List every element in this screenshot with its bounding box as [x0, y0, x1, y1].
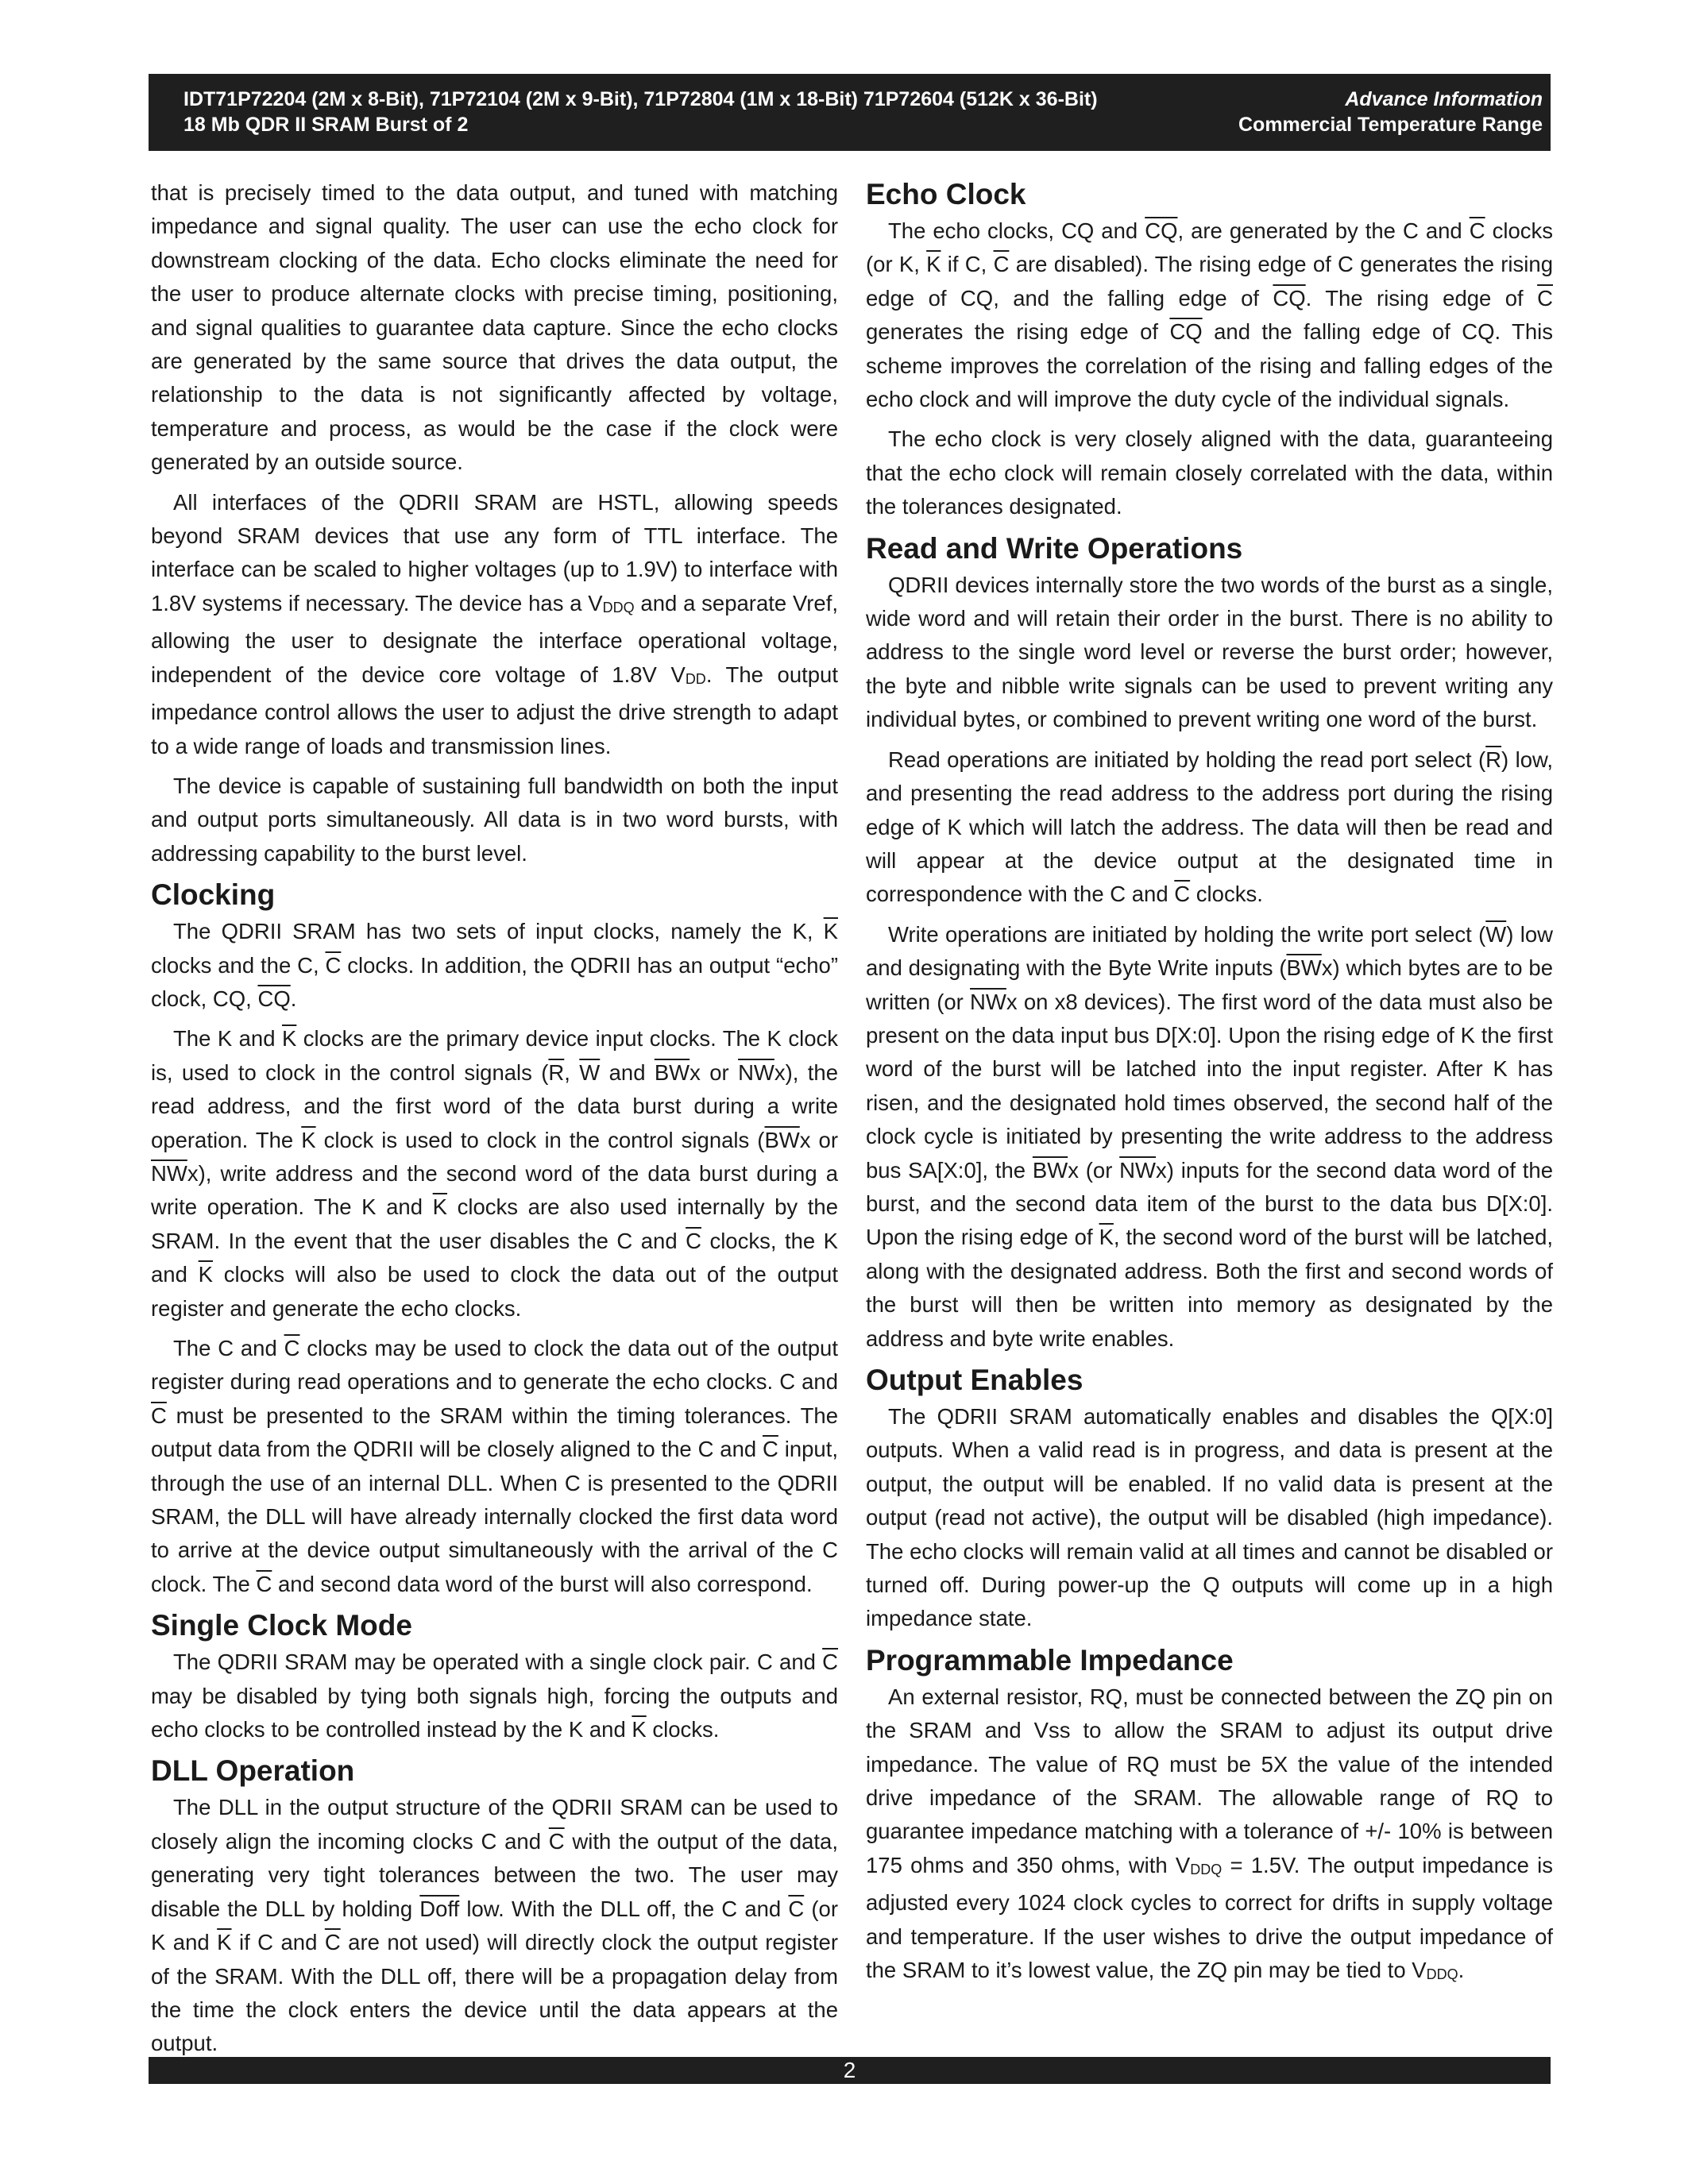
section-heading-clocking: Clocking	[151, 878, 276, 912]
echo-clock-paragraph-2: The echo clock is very closely aligned with the data, guaranteeing that the echo clock will remain closely correlated with the data, within the tolerances designated.	[866, 426, 1553, 519]
page-number: 2	[843, 2058, 856, 2082]
hstl-paragraph: All interfaces of the QDRII SRAM are HSTL, allowing speeds beyond SRAM devices that use any form of TTL interface. The interface can be scaled to higher voltages (up to 1.9V) to interface with 1.8V systems if necessary. The device has a $V_{DDQ}$ and a separate Vref, allowing the user to designate the interface operational voltage, independent of the device core voltage of 1.8V $V_{DD}$. The output impedance control allows the user to adjust the drive strength to adapt to a wide range of loads and transmission lines.	[151, 489, 839, 758]
intro-paragraph: that is precisely timed to the data output, and tuned with matching impedance and signal quality. The user can use the echo clock for downstream clocking of the data. Echo clocks eliminate the need for the user to produce alternate clocks with precise timing, positioning, and signal qualities to guarantee data capture. Since the echo clocks are generated by the same source that drives the data output, the relationship to the data is not significantly affected by voltage, temperature and process, as would be the case if the clock were generated by an outside source.	[151, 180, 838, 475]
programmable-impedance-paragraph: An external resistor, RQ, must be connected between the ZQ pin on the SRAM and Vss to allow the SRAM to adjust its output drive impedance. The value of RQ must be 5X the value of the intended drive impedance of the SRAM. The allowable range of RQ to guarantee impedance matching with a tolerance of +/- 10% is between 175 ohms and 350 ohms, with $V_{DDQ} = 1.5V$. The output impedance is adjusted every 1024 clock cycles to correct for drifts in supply voltage and temperature. If the user wishes to drive the output impedance of the SRAM to it’s lowest value, the ZQ pin may be tied to $V_{DDQ}$.	[866, 1684, 1554, 1983]
clocking-paragraph-3: The C and $\overline{C}$ clocks may be used to clock the data out of the output register during read operations and to generate the echo clocks. C and $\overline{C}$ must be presented to the SRAM within the timing tolerances. The output data from the QDRII will be closely aligned to the C and $\overline{C}$ input, through the use of an internal DLL. When C is presented to the QDRII SRAM, the DLL will have already internally clocked the first data word to arrive at the device output simultaneously with the arrival of the C clock. The $\overline{C}$ and second data word of the burst will also correspond.	[151, 1336, 838, 1596]
section-heading-read-write: Read and Write Operations	[866, 531, 1243, 565]
document-title: IDT71P72204 (2M x 8-Bit), 71P72104 (2M x 9-Bit), 71P72804 (1M x 18-Bit) 71P72604 (512K x 36-Bit)	[183, 88, 1098, 110]
single-clock-mode-paragraph: The QDRII SRAM may be operated with a single clock pair. C and $\overline{C}$ may be disabled by tying both signals high, forcing the outputs and echo clocks to be controlled instead by the K and $\overline{K}$ clocks.	[151, 1650, 838, 1742]
section-heading-programmable-impedance: Programmable Impedance	[866, 1643, 1234, 1677]
right-column	[866, 176, 1553, 1998]
header-row-2	[183, 112, 1543, 137]
section-heading-echo-clock: Echo Clock	[866, 178, 1026, 210]
output-enables-paragraph: The QDRII SRAM automatically enables and disables the Q[X:0] outputs. When a valid read is in progress, and data is present at the output, the output will be enabled. If no valid data is present at the output (read not active), the output will be disabled (high impedance). The echo clocks will remain valid at all times and cannot be disabled or turned off. During power-up the Q outputs will come up in a high impedance state.	[866, 1404, 1553, 1631]
clocking-paragraph-2: The K and $\overline{K}$ clocks are the primary device input clocks. The K clock is, used to clock in the control signals ($\overline{R}$, $\overline{W}$ and $\overline{BW}x$ or $\overline{NW}x$), the read address, and the first word of the data burst during a write operation. The $\overline{K}$ clock is used to clock in the control signals ($\overline{BW}x$ or $\overline{NW}x$), write address and the second word of the data burst during a write operation. The K and $\overline{K}$ clocks are also used internally by the SRAM. In the event that the user disables the C and $\overline{C}$ clocks, the K and $\overline{K}$ clocks will also be used to clock the data out of the output register and generate the echo clocks.	[151, 1026, 839, 1321]
read-write-paragraph-1: QDRII devices internally store the two words of the burst as a single, wide word and will retain their order in the burst. There is no ability to address to the single word level or reverse the burst order; however, the byte and nibble write signals can be used to prevent writing any individual bytes, or combined to prevent writing one word of the burst.	[866, 572, 1553, 732]
status-label: Advance Information	[1345, 88, 1543, 110]
temperature-range-label: Commercial Temperature Range	[1238, 114, 1543, 136]
section-heading-dll-operation: DLL Operation	[151, 1754, 355, 1788]
read-write-paragraph-3: Write operations are initiated by holding the write port select $(\overline{W})$ low and designating with the Byte Write inputs $(\overline{BW}x)$ which bytes are to be written (or $\overline{NW}x$ on x8 devices). The first word of the data must also be present on the data input bus D[X:0]. Upon the rising edge of K the first word of the burst will be latched into the input register. After K has risen, and the designated hold times observed, the second half of the clock cycle is initiated by presenting the write address to the address bus SA[X:0], the $\overline{BW}x$ (or $\overline{NW}x$) inputs for the second data word of the burst, and the second data item of the burst to the data bus D[X:0]. Upon the rising edge of $\overline{K}$, the second word of the burst will be latched, along with the designated address. Both the first and second words of the burst will then be written into memory as designated by the address and byte write enables.	[866, 921, 1554, 1351]
dll-operation-paragraph: The DLL in the output structure of the QDRII SRAM can be used to closely align the incoming clocks C and $\overline{C}$ with the output of the data, generating very tight tolerances between the two. The user may disable the DLL by holding Doff low. With the DLL off, the C and $\overline{C}$ (or K and $\overline{K}$ if C and $\overline{C}$ are not used) will directly clock the output register of the SRAM. With the DLL off, there will be a propagation delay from the time the clock enters the device until the data appears at the output.	[151, 1795, 838, 2056]
echo-clock-paragraph-1: The echo clocks, CQ and $\overline{CQ}$, are generated by the C and $\overline{C}$ clocks (or K, $\overline{K}$ if C, $\overline{C}$ are disabled). The rising edge of C generates the rising edge of CQ, and the falling edge of $\overline{CQ}$. The rising edge of $\overline{C}$ generates the rising edge of $\overline{CQ}$ and the falling edge of CQ. This scheme improves the correlation of the rising and falling edges of the echo clock and will improve the duty cycle of the individual signals.	[866, 218, 1553, 412]
header-row-1	[183, 87, 1543, 112]
document-subtitle: 18 Mb QDR II SRAM Burst of 2	[183, 114, 469, 136]
section-heading-output-enables: Output Enables	[866, 1364, 1083, 1396]
page-footer	[149, 2057, 1551, 2084]
left-column	[151, 176, 838, 2067]
read-write-paragraph-2: Read operations are initiated by holding the read port select $(\overline{R})$ low, and presenting the read address to the address port during the rising edge of K which will latch the address. The data will then be read and will appear at the device output at the designated time in correspondence with the C and $\overline{C}$ clocks.	[866, 747, 1553, 907]
page-header	[149, 74, 1551, 151]
section-heading-single-clock-mode: Single Clock Mode	[151, 1609, 412, 1642]
bandwidth-paragraph: The device is capable of sustaining full bandwidth on both the input and output ports simultaneously. All data is in two word bursts, with addressing capability to the burst level.	[151, 773, 838, 866]
clocking-paragraph-1: The QDRII SRAM has two sets of input clocks, namely the K, $\overline{K}$ clocks and the C, $\overline{C}$ clocks. In addition, the QDRII has an output “echo” clock, CQ, $\overline{CQ}$.	[151, 919, 838, 1011]
